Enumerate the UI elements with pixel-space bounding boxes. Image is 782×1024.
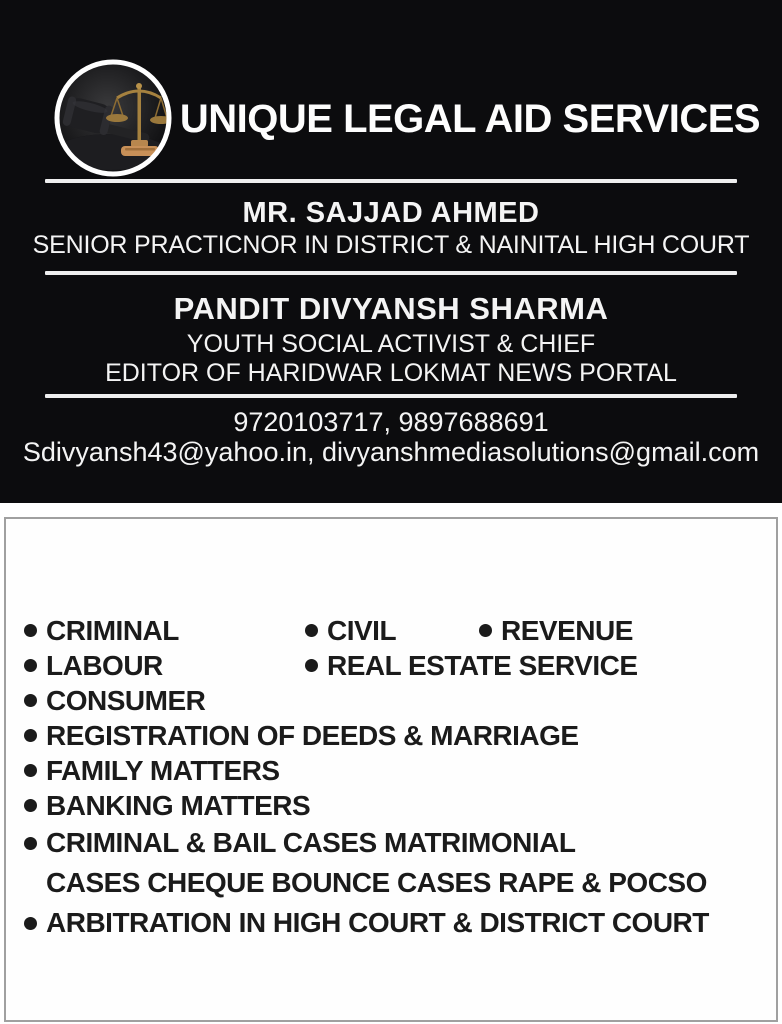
bullet-icon bbox=[24, 837, 37, 850]
service-item bbox=[24, 790, 310, 822]
service-item-continuation bbox=[24, 867, 707, 899]
service-item bbox=[24, 685, 205, 717]
separator-line bbox=[45, 394, 737, 398]
service-label: CASES CHEQUE BOUNCE CASES RAPE & POCSO bbox=[46, 867, 707, 898]
service-item bbox=[24, 907, 709, 939]
email-addresses: Sdivyansh43@yahoo.in, divyanshmediasolutions@gmail.com bbox=[22, 437, 760, 467]
bullet-icon bbox=[24, 729, 37, 742]
services-row bbox=[24, 683, 770, 718]
bullet-icon bbox=[479, 624, 492, 637]
services-card bbox=[4, 517, 778, 1022]
service-label: REAL ESTATE SERVICE bbox=[327, 649, 638, 681]
bullet-icon bbox=[305, 624, 318, 637]
bullet-icon bbox=[24, 694, 37, 707]
services-row bbox=[24, 753, 770, 788]
services-row bbox=[24, 788, 770, 823]
separator-line bbox=[45, 271, 737, 275]
service-label: CIVIL bbox=[327, 614, 397, 646]
service-label: REVENUE bbox=[501, 614, 633, 646]
phone-numbers: 9720103717, 9897688691 bbox=[233, 407, 549, 437]
service-item bbox=[24, 720, 579, 752]
service-label: BANKING MATTERS bbox=[46, 789, 311, 821]
service-item bbox=[305, 650, 638, 682]
service-label: CONSUMER bbox=[46, 684, 206, 716]
bullet-icon bbox=[24, 917, 37, 930]
service-label: ARBITRATION IN HIGH COURT & DISTRICT COURT bbox=[46, 907, 709, 938]
services-row bbox=[24, 903, 770, 943]
service-item bbox=[24, 650, 305, 682]
bullet-icon bbox=[24, 659, 37, 672]
services-row bbox=[24, 823, 770, 863]
person1-designation: SENIOR PRACTICNOR IN DISTRICT & NAINITAL HIGH COURT bbox=[32, 231, 750, 259]
service-item bbox=[24, 755, 280, 787]
top-card bbox=[0, 0, 782, 503]
service-label: CRIMINAL & BAIL CASES MATRIMONIAL bbox=[46, 827, 576, 858]
brand-title: UNIQUE LEGAL AID SERVICES bbox=[179, 97, 761, 141]
services-row bbox=[24, 613, 770, 648]
person2-name: PANDIT DIVYANSH SHARMA bbox=[173, 291, 609, 326]
service-label: REGISTRATION OF DEEDS & MARRIAGE bbox=[46, 719, 579, 751]
services-row bbox=[24, 718, 770, 753]
service-label: FAMILY MATTERS bbox=[46, 754, 280, 786]
service-label: CRIMINAL bbox=[46, 614, 179, 646]
service-item bbox=[479, 615, 633, 647]
service-item bbox=[24, 615, 305, 647]
bullet-icon bbox=[24, 624, 37, 637]
services-list bbox=[24, 613, 770, 943]
service-label: LABOUR bbox=[46, 649, 163, 681]
services-row bbox=[24, 863, 770, 903]
person2-designation-line1: YOUTH SOCIAL ACTIVIST & CHIEF bbox=[186, 330, 596, 358]
justice-scale-and-gavel-logo bbox=[53, 58, 173, 178]
separator-line bbox=[45, 179, 737, 183]
bullet-icon bbox=[305, 659, 318, 672]
service-item bbox=[305, 615, 479, 647]
justice-scale-logo-icon bbox=[53, 58, 173, 178]
services-row bbox=[24, 648, 770, 683]
bullet-icon bbox=[24, 764, 37, 777]
person1-name: MR. SAJJAD AHMED bbox=[242, 197, 540, 229]
person2-designation-line2: EDITOR OF HARIDWAR LOKMAT NEWS PORTAL bbox=[105, 359, 677, 387]
service-item bbox=[24, 827, 576, 859]
bullet-icon bbox=[24, 799, 37, 812]
